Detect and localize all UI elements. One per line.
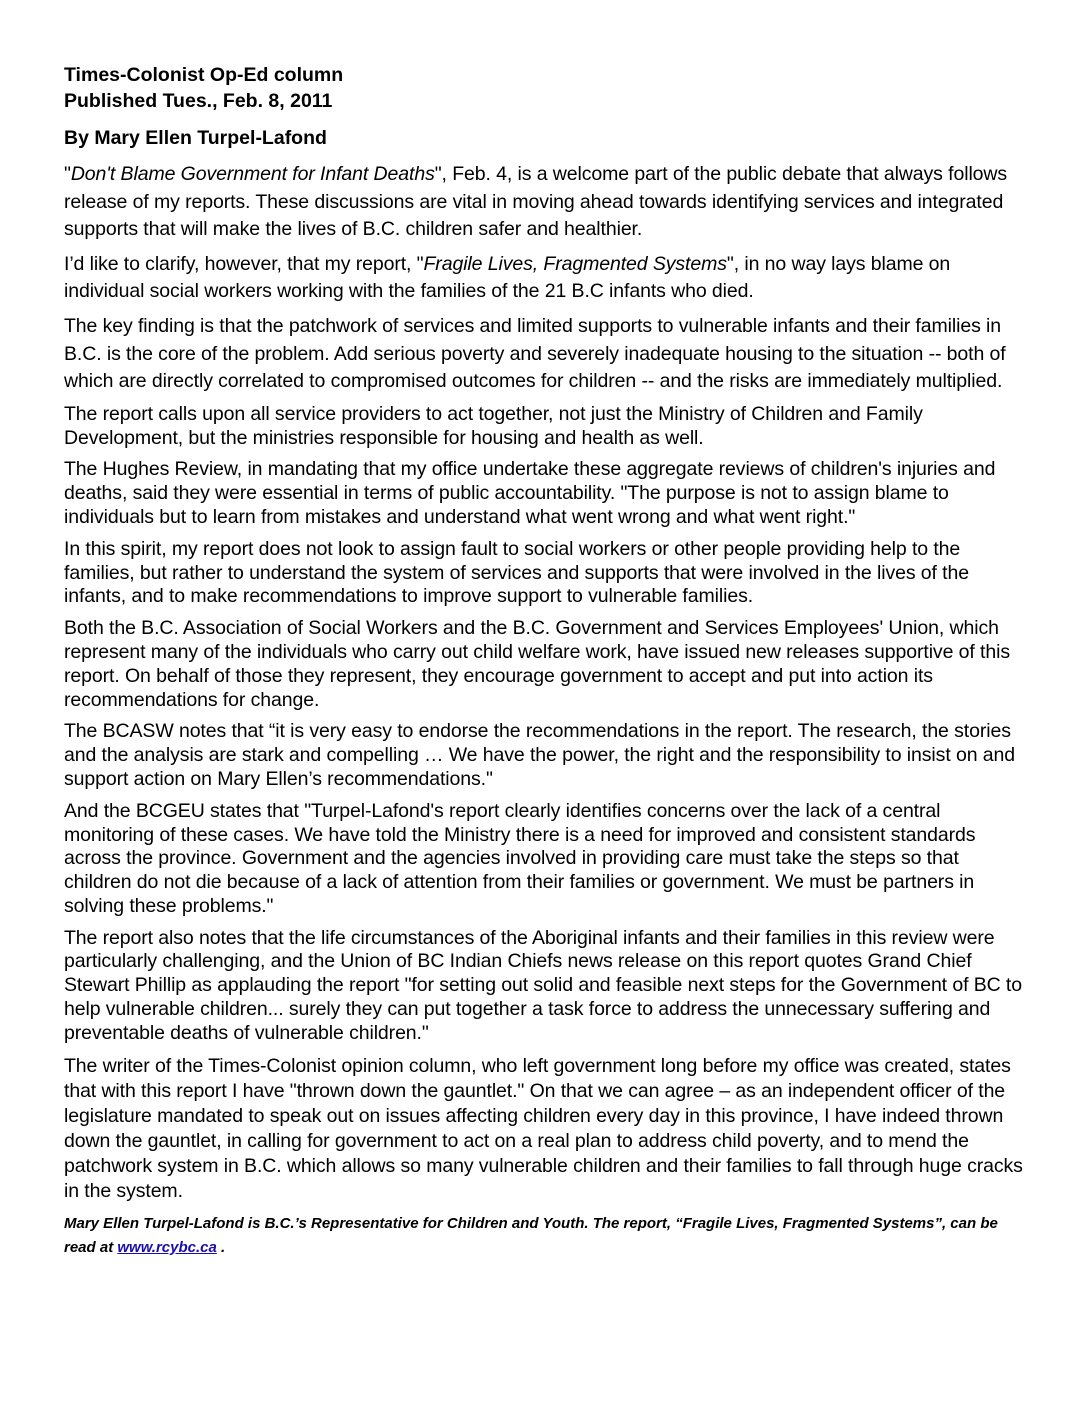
paragraph-10: The report also notes that the life circumstances of the Aboriginal infants and their families in this review were particularly challenging, and the Union of BC Indian Chiefs news release on this report quotes Grand Chief Stewart Phillip as applauding the report "for setting out solid and feasible next steps for the Government of BC to help vulnerable children... surely they can put together a task force to address the unnecessary suffering and preventable deaths of vulnerable children." bbox=[64, 926, 1022, 1044]
paragraph-8: The BCASW notes that “it is very easy to endorse the recommendations in the report. The research, the stories and the analysis are stark and compelling … We have the power, the right and the responsibility to insist on and support action on Mary Ellen’s recommendations." bbox=[64, 720, 1015, 790]
paragraph-3: The key finding is that the patchwork of services and limited supports to vulnerable infants and their families in B.C. is the core of the problem. Add serious poverty and severely inadequate housing to the situation -- both of which are directly correlated to compromised outcomes for children -- and the risks are immediately multiplied. bbox=[64, 314, 1006, 393]
paragraph-2-pre: I’d like to clarify, however, that my report, " bbox=[64, 252, 424, 275]
paragraph-4: The report calls upon all service providers to act together, not just the Ministry of Children and Family Development, but the ministries responsible for housing and health as well. bbox=[64, 402, 923, 449]
footnote-end: . bbox=[216, 1238, 226, 1256]
report-title: Fragile Lives, Fragmented Systems bbox=[423, 252, 727, 275]
author-footnote bbox=[64, 1212, 1024, 1260]
author-byline: By Mary Ellen Turpel-Lafond bbox=[64, 127, 327, 149]
referenced-column-title: Don't Blame Government for Infant Deaths bbox=[70, 163, 435, 185]
paragraph-1-text: ", Feb. 4, is a welcome part of the public debate that always follows release of my reports. These discussions are vital in moving ahead towards identifying services and integrated supports that will make the lives of B.C. children safer and healthier. bbox=[64, 163, 1008, 241]
publication-date: Published Tues., Feb. 8, 2011 bbox=[64, 90, 333, 112]
paragraph-2 bbox=[64, 251, 1024, 306]
paragraph-7: Both the B.C. Association of Social Workers and the B.C. Government and Services Employees' Union, which represent many of the individuals who carry out child welfare work, have issued new releases supportive of this report. On behalf of those they represent, they encourage government to accept and put into action its recommendations for change. bbox=[64, 617, 1010, 711]
column-title: Times-Colonist Op-Ed column bbox=[64, 64, 344, 86]
paragraph-11: The writer of the Times-Colonist opinion column, who left government long before my office was created, states that with this report I have "thrown down the gauntlet." On that we can agree – as an independent officer of the legislature mandated to speak out on issues affecting children every day in this province, I have indeed thrown down the gauntlet, in calling for government to act on a real plan to address child poverty, and to mend the patchwork system in B.C. which allows so many vulnerable children and their families to fall through huge cracks in the system. bbox=[64, 1054, 1023, 1202]
rcybc-link[interactable]: www.rcybc.ca bbox=[117, 1238, 217, 1256]
paragraph-6: In this spirit, my report does not look to assign fault to social workers or other people providing help to the families, but rather to understand the system of services and supports that were involved in the lives of the infants, and to make recommendations to improve support to vulnerable families. bbox=[64, 537, 969, 608]
paragraph-2-post: ", in no way lays blame on individual social workers working with the families of the 21 B.C infants who died. bbox=[64, 252, 951, 303]
paragraph-9: And the BCGEU states that "Turpel-Lafond's report clearly identifies concerns over the lack of a central monitoring of these cases. We have told the Ministry there is a need for improved and consistent standards across the province. Government and the agencies involved in providing care must take the steps so that children do not die because of a lack of attention from their families or government. We must be partners in solving these problems." bbox=[64, 799, 976, 917]
op-ed-document bbox=[64, 62, 1024, 1260]
paragraph-1 bbox=[64, 161, 1024, 244]
footnote-text: Mary Ellen Turpel-Lafond is B.C.’s Representative for Children and Youth. The report, “Fragile Lives, Fragmented Systems”, can be read at bbox=[64, 1214, 998, 1256]
open-quote: " bbox=[64, 163, 71, 185]
paragraph-5: The Hughes Review, in mandating that my office undertake these aggregate reviews of children's injuries and deaths, said they were essential in terms of public accountability. "The purpose is not to assign blame to individuals but to learn from mistakes and understand what went wrong and what went right." bbox=[64, 458, 996, 528]
